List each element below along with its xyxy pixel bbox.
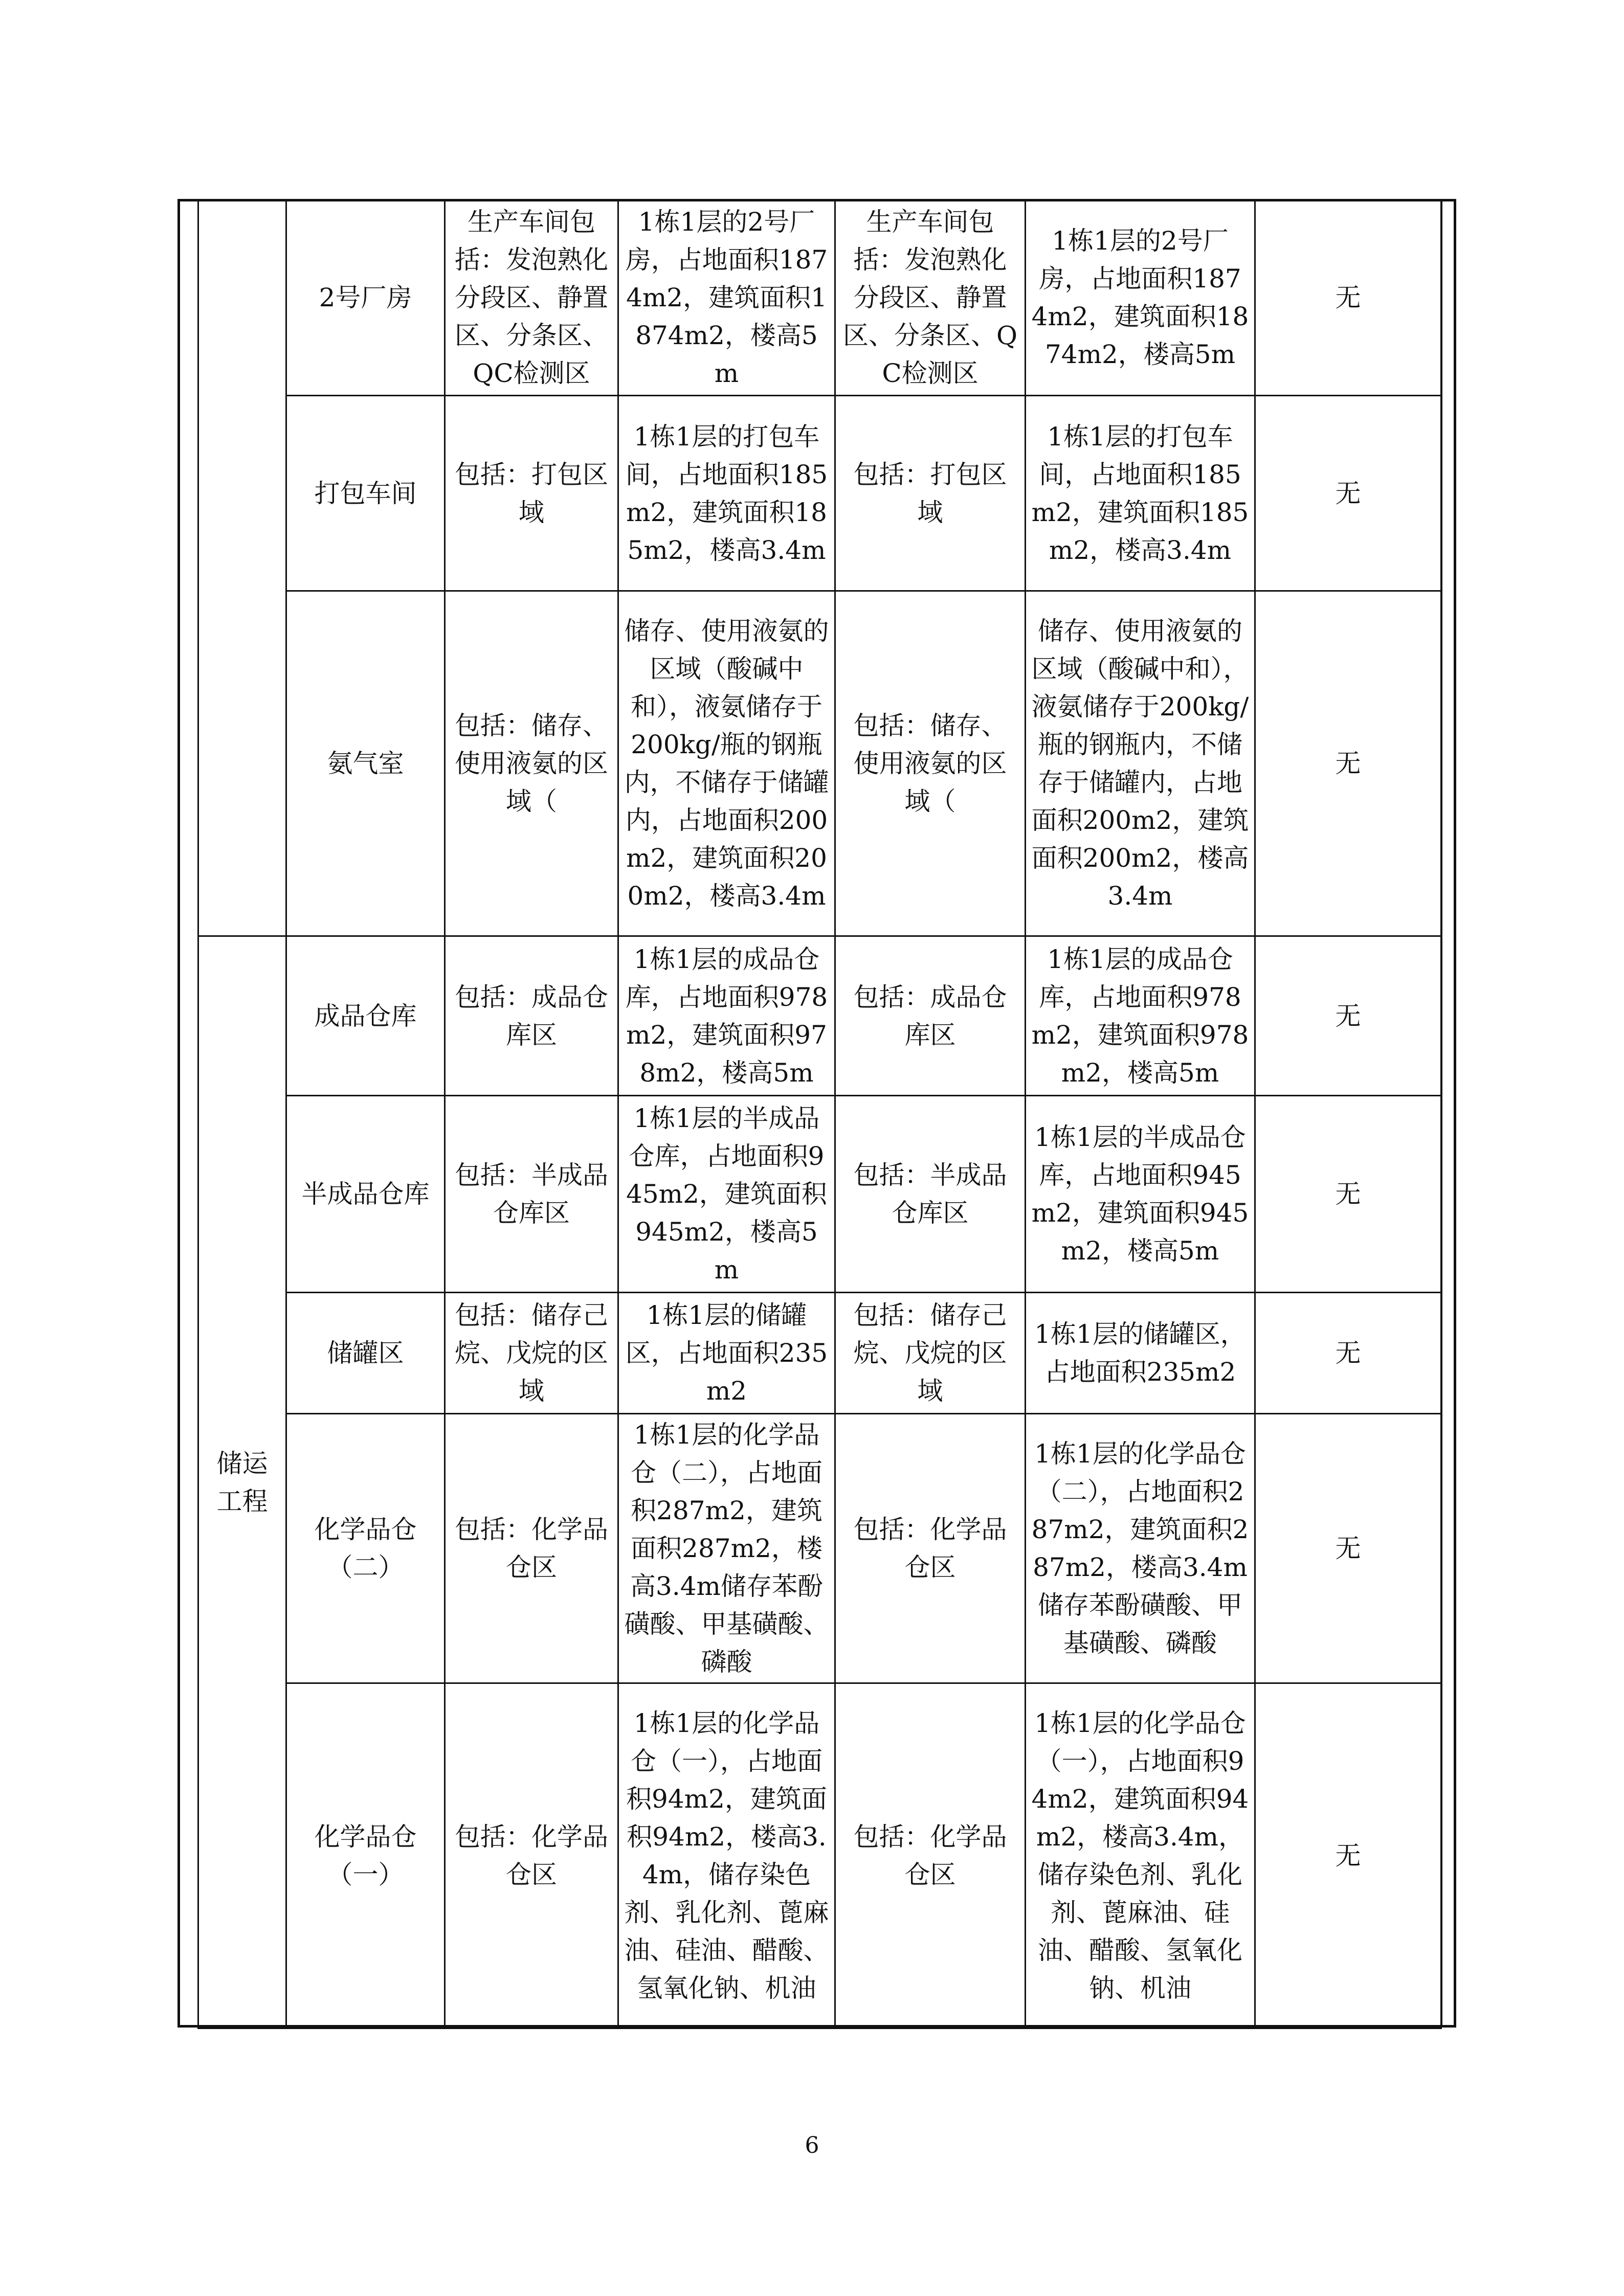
content-before-cell: 包括：半成品仓库区 [445,1096,618,1293]
scale-after-cell: 1栋1层的成品仓库，占地面积978m2，建筑面积978m2，楼高5m [1026,936,1255,1096]
table-row [198,200,1441,396]
table-row [198,1096,1441,1293]
change-cell: 无 [1255,1096,1441,1293]
content-after-cell: 包括：储存、使用液氨的区域（ [835,591,1026,936]
scale-after-cell: 储存、使用液氨的区域（酸碱中和），液氨储存于200kg/瓶的钢瓶内，不储存于储罐内，占地面积200m2，建筑面积200m2，楼高3.4m [1026,591,1255,936]
category-cell: 储运工程 [198,936,286,2029]
scale-before-cell: 1栋1层的化学品仓（一），占地面积94m2，建筑面积94m2，楼高3.4m，储存染色剂、乳化剂、蓖麻油、硅油、醋酸、氢氧化钠、机油 [618,1683,835,2029]
change-cell: 无 [1255,591,1441,936]
change-cell: 无 [1255,200,1441,396]
project-comparison-table [197,199,1442,2029]
scale-before-cell: 1栋1层的打包车间，占地面积185 m2，建筑面积185m2，楼高3.4m [618,396,835,591]
facility-name-cell: 2号厂房 [286,200,445,396]
content-before-cell: 包括：化学品仓区 [445,1414,618,1683]
content-after-cell: 包括：储存己烷、戊烷的区域 [835,1293,1026,1414]
facility-name-cell: 成品仓库 [286,936,445,1096]
content-before-cell: 生产车间包括：发泡熟化分段区、静置区、分条区、QC检测区 [445,200,618,396]
category-cell [198,200,286,936]
table-row [198,591,1441,936]
change-cell: 无 [1255,396,1441,591]
content-after-cell: 包括：打包区域 [835,396,1026,591]
content-before-cell: 包括：储存己烷、戊烷的区域 [445,1293,618,1414]
scale-after-cell: 1栋1层的半成品仓库，占地面积945m2，建筑面积945m2，楼高5m [1026,1096,1255,1293]
content-before-cell: 包括：打包区域 [445,396,618,591]
content-before-cell: 包括：成品仓库区 [445,936,618,1096]
content-before-cell: 包括：化学品仓区 [445,1683,618,2029]
facility-name-cell: 化学品仓（二） [286,1414,445,1683]
facility-name-cell: 储罐区 [286,1293,445,1414]
scale-after-cell: 1栋1层的打包车间，占地面积185 m2，建筑面积185m2，楼高3.4m [1026,396,1255,591]
facility-name-cell: 氨气室 [286,591,445,936]
page-number: 6 [805,2132,819,2158]
scale-before-cell: 1栋1层的半成品仓库，占地面积945m2，建筑面积945m2，楼高5m [618,1096,835,1293]
table-row [198,1414,1441,1683]
table-row [198,936,1441,1096]
content-after-cell: 包括：半成品仓库区 [835,1096,1026,1293]
scale-before-cell: 1栋1层的化学品仓（二），占地面积287m2，建筑面积287m2，楼高3.4m储存苯酚磺酸、甲基磺酸、磷酸 [618,1414,835,1683]
change-cell: 无 [1255,1414,1441,1683]
scale-after-cell: 1栋1层的储罐区，占地面积235m2 [1026,1293,1255,1414]
content-after-cell: 生产车间包括：发泡熟化分段区、静置区、分条区、QC检测区 [835,200,1026,396]
scale-after-cell: 1栋1层的2号厂房，占地面积1874m2，建筑面积1874m2，楼高5m [1026,200,1255,396]
content-after-cell: 包括：化学品仓区 [835,1683,1026,2029]
scale-before-cell: 1栋1层的2号厂房，占地面积1874m2，建筑面积1874m2，楼高5m [618,200,835,396]
facility-name-cell: 打包车间 [286,396,445,591]
scale-before-cell: 1栋1层的储罐区，占地面积235m2 [618,1293,835,1414]
change-cell: 无 [1255,1683,1441,2029]
scale-before-cell: 1栋1层的成品仓库，占地面积978m2，建筑面积978m2，楼高5m [618,936,835,1096]
table-row [198,396,1441,591]
change-cell: 无 [1255,936,1441,1096]
change-cell: 无 [1255,1293,1441,1414]
scale-after-cell: 1栋1层的化学品仓（二），占地面积287m2，建筑面积287m2，楼高3.4m储存苯酚磺酸、甲基磺酸、磷酸 [1026,1414,1255,1683]
scale-before-cell: 储存、使用液氨的区域（酸碱中和），液氨储存于200kg/瓶的钢瓶内，不储存于储罐内，占地面积200m2，建筑面积200m2，楼高3.4m [618,591,835,936]
content-after-cell: 包括：化学品仓区 [835,1414,1026,1683]
scale-after-cell: 1栋1层的化学品仓（一），占地面积94m2，建筑面积94m2，楼高3.4m，储存染色剂、乳化剂、蓖麻油、硅油、醋酸、氢氧化钠、机油 [1026,1683,1255,2029]
table-row [198,1293,1441,1414]
content-after-cell: 包括：成品仓库区 [835,936,1026,1096]
facility-name-cell: 化学品仓（一） [286,1683,445,2029]
facility-name-cell: 半成品仓库 [286,1096,445,1293]
table-row [198,1683,1441,2029]
content-before-cell: 包括：储存、使用液氨的区域（ [445,591,618,936]
